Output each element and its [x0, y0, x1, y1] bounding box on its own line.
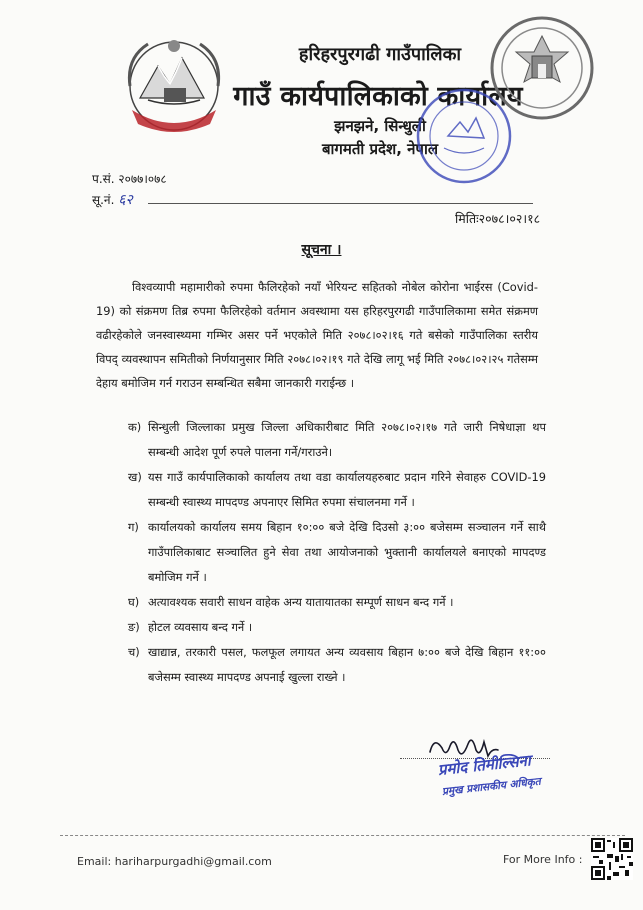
- clause-item: [128, 415, 546, 465]
- dispatch-number: ६२: [118, 192, 133, 208]
- footer-more-info: For More Info :: [503, 853, 583, 866]
- dispatch-label: सू.नं.: [92, 193, 115, 207]
- nepal-emblem-icon: [118, 28, 230, 138]
- clause-item: [128, 590, 546, 615]
- qr-code-icon[interactable]: [591, 838, 633, 880]
- notice-date: मितिः२०७८।०२।१८: [455, 211, 541, 226]
- signer-title: प्रमुख प्रशासकीय अधिकृत: [441, 775, 542, 798]
- footer-divider: [60, 835, 625, 836]
- clause-text: कार्यालयको कार्यालय समय बिहान १०:०० बजे देखि दिउसो ३:०० बजेसम्म सञ्चालन गर्ने साथै गाउँपालिकाबाट सञ्चालित हुने सेवा तथा आयोजनाको भुक्तानी कार्यालयले बनाएको मापदण्ड बमोजिम गर्ने ।: [148, 520, 546, 584]
- address-line-1: झनझने, सिन्धुली: [334, 117, 426, 135]
- address-line-2: बागमती प्रदेश, नेपाल: [321, 140, 439, 158]
- clause-text: अत्यावश्यक सवारी साधन वाहेक अन्य यातायातका सम्पूर्ण साधन बन्द गर्ने ।: [148, 595, 454, 609]
- clause-marker: घ): [128, 595, 140, 609]
- notice-body: विश्वव्यापी महामारीको रुपमा फैलिरहेको नयाँ भेरियन्ट सहितको नोबेल कोरोना भाईरस (Covid-19) को संक्रमण तिब्र रुपमा फैलिरहेको वर्तमान अवस्थामा यस हरिहरपुरगढी गाउँपालिकामा समेत संक्रमण वढीरहेकोले जनस्वास्थ्यमा गम्भिर असर पर्ने भएकोले मिति २०७८।०२।१६ गते बसेको गाउँपालिका स्तरीय विपद् व्यवस्थापन समितीको निर्णयानुसार मिति २०७८।०२।१९ गते देखि लागू भई मिति २०७८।०२।२५ गतेसम्म देहाय बमोजिम गर्न गराउन सम्बन्धित सबैमा जानकारी गराईन्छ ।: [96, 280, 538, 391]
- clause-text: यस गाउँ कार्यपालिकाको कार्यालय तथा वडा कार्यालयहरुबाट प्रदान गरिने सेवाहरु COVID-19 सम्बन्धी स्वास्थ्य मापदण्ड अपनाएर सिमित रुपमा संचालनमा गर्ने ।: [148, 470, 546, 509]
- clause-list: [128, 415, 546, 690]
- clause-text: होटल व्यवसाय बन्द गर्ने ।: [148, 620, 253, 634]
- clause-item: [128, 515, 546, 590]
- clause-marker: ङ): [128, 620, 140, 634]
- signer-name: प्रमोद तिमील्सिना: [437, 751, 532, 779]
- notice-title: सूचना ।: [301, 242, 342, 258]
- footer-email[interactable]: Email: hariharpurgadhi@gmail.com: [77, 855, 272, 868]
- clause-text: सिन्धुली जिल्लाका प्रमुख जिल्ला अधिकारीबाट मिति २०७८।०२।१७ गते जारी निषेधाज्ञा थप सम्बन्धी आदेश पूर्ण रुपले पालना गर्ने/गराउने।: [148, 420, 546, 459]
- clause-marker: च): [128, 645, 140, 659]
- clause-item: [128, 640, 546, 690]
- clause-marker: ग): [128, 520, 139, 534]
- office-stamp-icon: [414, 86, 514, 186]
- clause-marker: क): [128, 420, 142, 434]
- header-divider: [148, 203, 533, 204]
- clause-item: [128, 465, 546, 515]
- clause-text: खाद्यान्न, तरकारी पसल, फलफूल लगायत अन्य व्यवसाय बिहान ७:०० बजे देखि बिहान ११:०० बजेसम्म स्वास्थ्य मापदण्ड अपनाई खुल्ला राख्ने ।: [148, 645, 546, 684]
- dispatch-ref: [92, 190, 133, 209]
- fiscal-year-ref: प.सं. २०७७।०७८: [92, 172, 167, 186]
- clause-item: [128, 615, 546, 640]
- organization-name: हरिहरपुरगढी गाउँपालिका: [298, 44, 462, 65]
- clause-marker: ख): [128, 470, 142, 484]
- office-name: गाउँ कार्यपालिकाको कार्यालय: [233, 81, 523, 112]
